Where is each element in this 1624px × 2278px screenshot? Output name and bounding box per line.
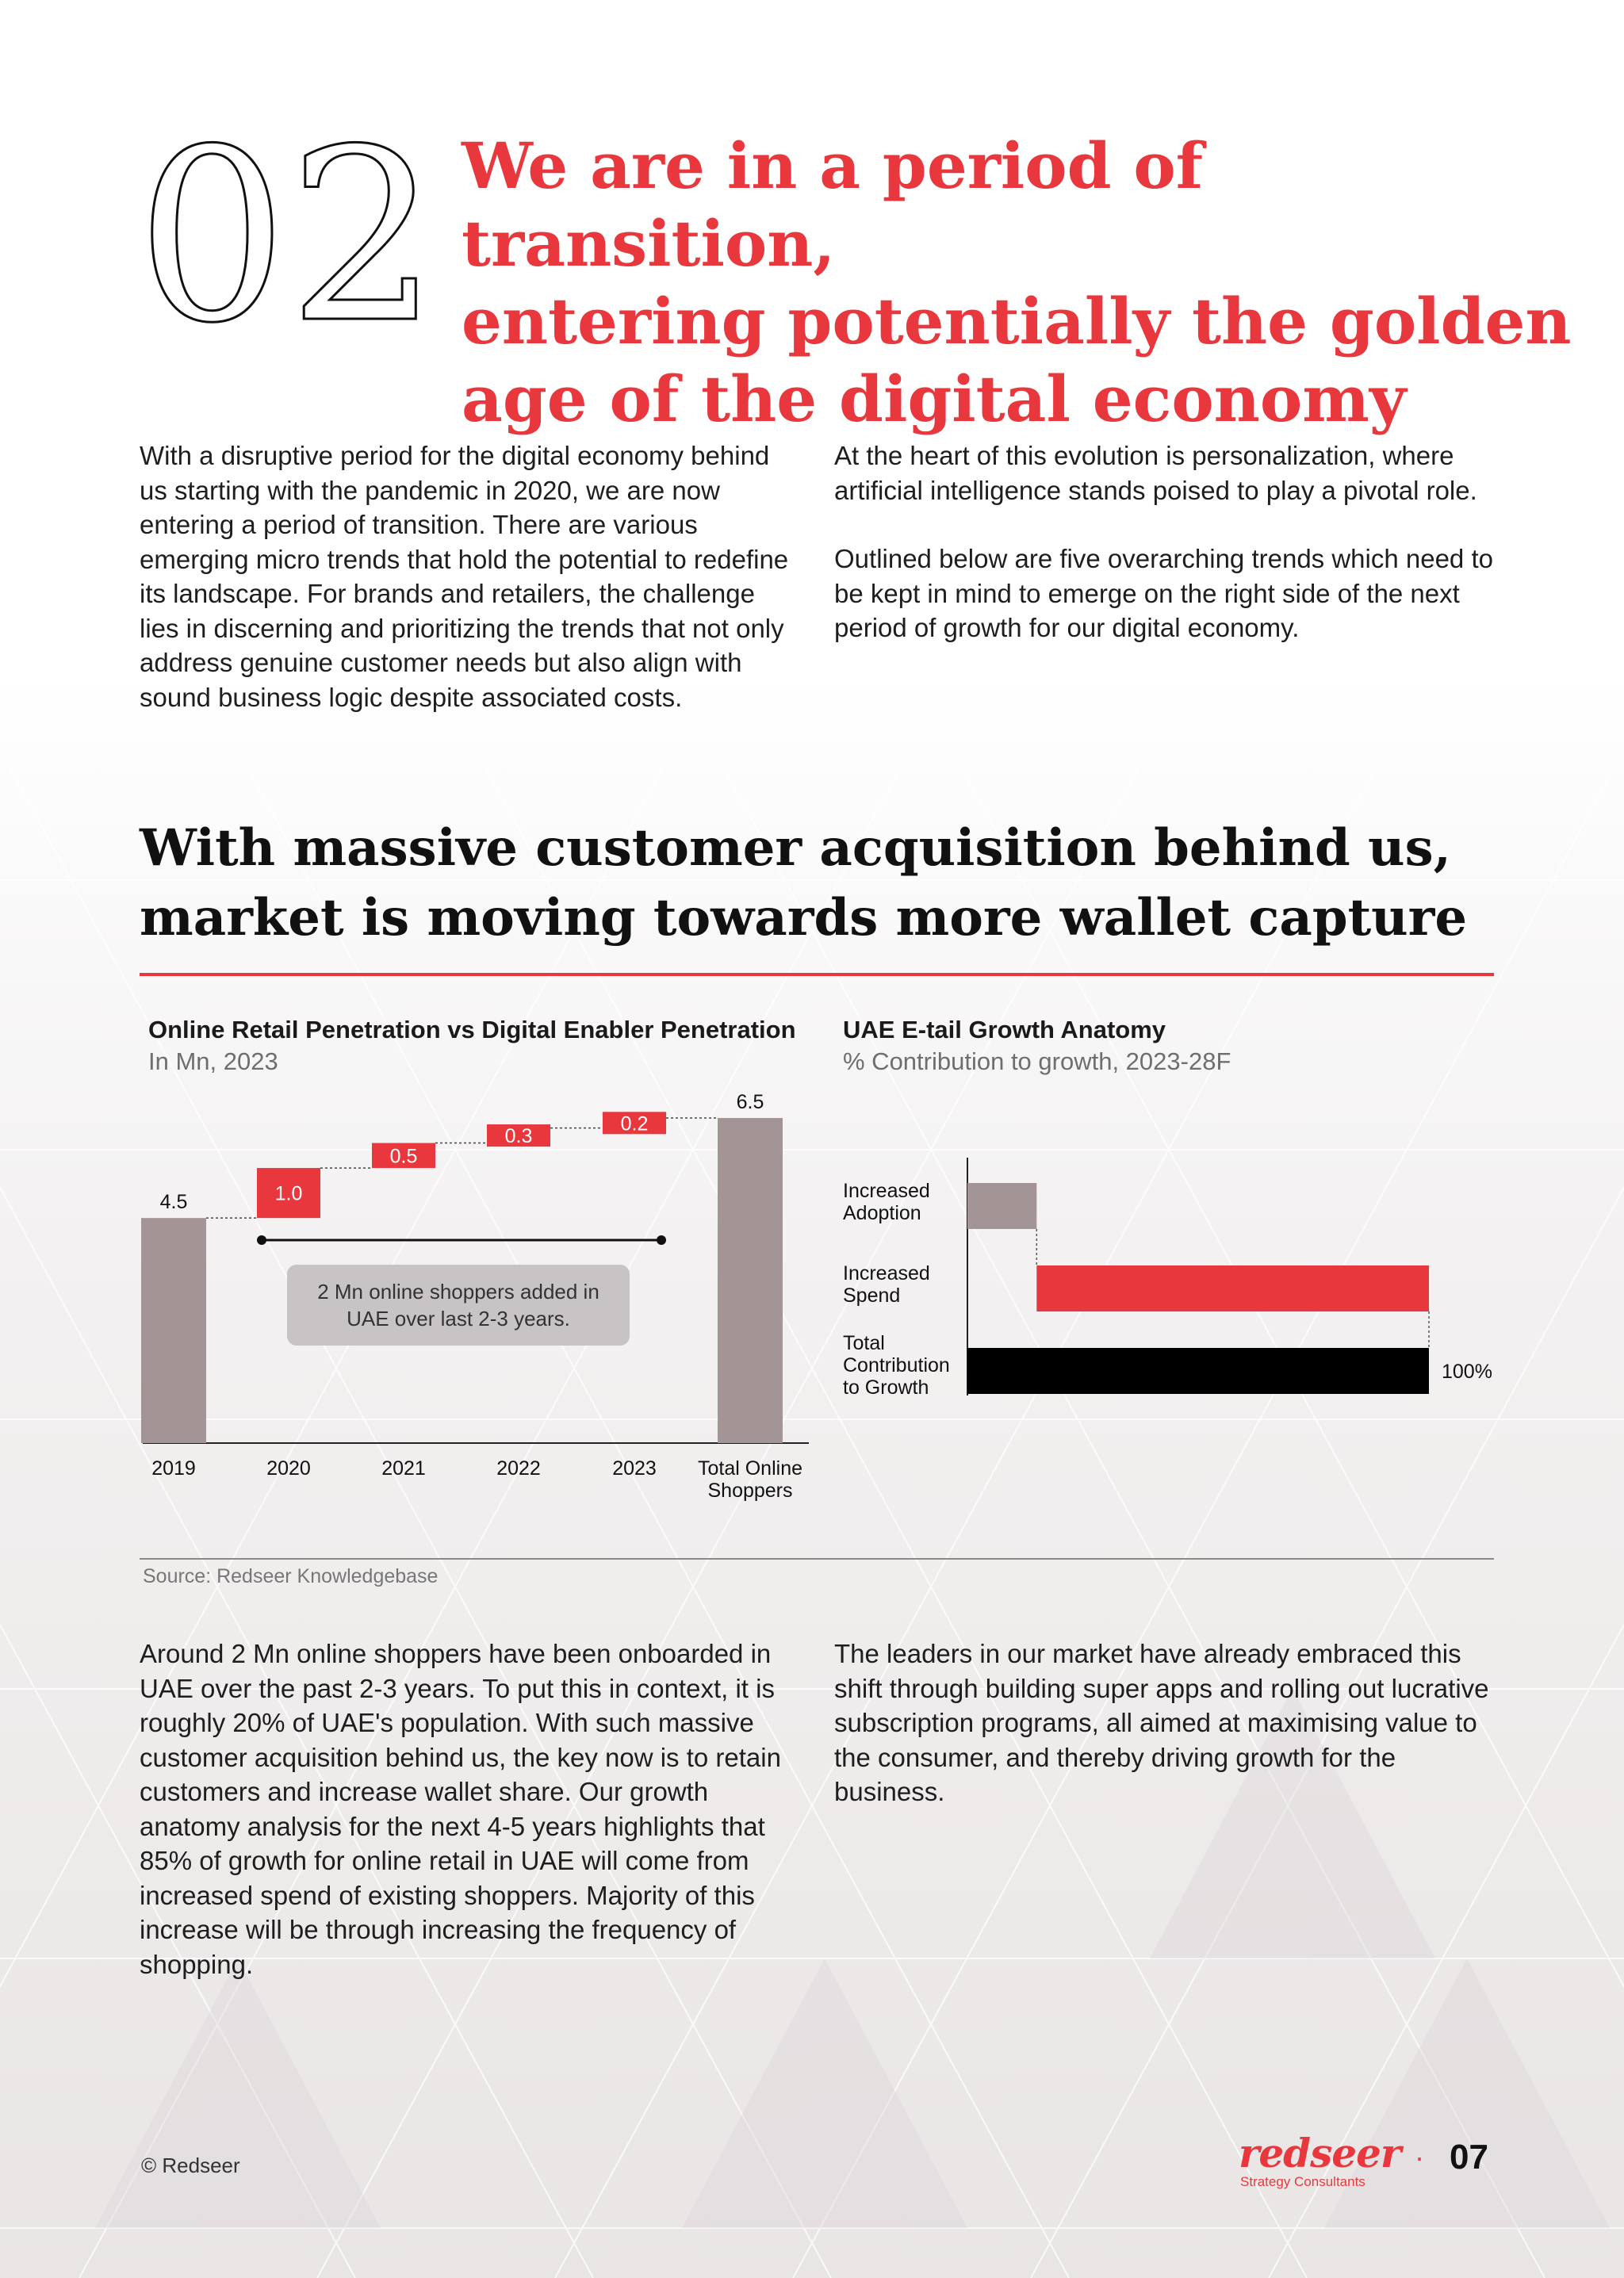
intro-right-paragraph-2: Outlined below are five overarching trends which need to be kept in mind to emerge on the right side of the next period of growth for our digital economy. xyxy=(834,544,1493,642)
bracket-end-dot xyxy=(657,1235,666,1245)
annotation-callout: 2 Mn online shoppers added in UAE over last 2-3 years. xyxy=(287,1265,630,1346)
outro-right-column xyxy=(834,1637,1500,1809)
intro-left-paragraph: With a disruptive period for the digital economy behind us starting with the pandemic in 2020, we are now entering a period of transition. There are various emerging micro trends that hold the potential to redefine its landscape. For brands and retailers, the challenge lies in discerning and prioritizing the trends that not only address genuine customer needs but also align with sound business logic despite associated costs. xyxy=(140,441,789,712)
logo-tagline: Strategy Consultants xyxy=(1240,2174,1365,2189)
bar-total-contribution-to-growth xyxy=(967,1348,1429,1394)
section-title-line-1: With massive customer acquisition behind us, xyxy=(140,818,1451,878)
value-label: 1.0 xyxy=(274,1182,303,1205)
redseer-logo: redseer xyxy=(1239,2130,1401,2177)
category-label: Increased xyxy=(843,1262,930,1284)
headline-line-2: entering potentially the golden xyxy=(462,284,1572,358)
tick-label: Total Online xyxy=(697,1457,803,1480)
outro-right-paragraph: The leaders in our market have already embraced this shift through building super apps and rolling out lucrative subscription programs, all aimed at maximising value to the consumer, and thereby driving growth for the business. xyxy=(834,1639,1489,1806)
tick-label: 2019 xyxy=(151,1457,196,1480)
source-note: Source: Redseer Knowledgebase xyxy=(143,1565,439,1587)
intro-left-column xyxy=(140,438,798,714)
tick-label: 2022 xyxy=(496,1457,541,1480)
section-divider xyxy=(140,973,1494,976)
value-label: 100% xyxy=(1442,1361,1492,1383)
bar-increased-spend xyxy=(1036,1265,1429,1311)
tick-label: Shoppers xyxy=(707,1480,793,1502)
source-divider xyxy=(140,1558,1494,1560)
page-headline xyxy=(462,127,1572,438)
category-label: to Growth xyxy=(843,1376,929,1399)
bar-2019 xyxy=(141,1218,206,1443)
value-label: 6.5 xyxy=(736,1091,764,1113)
category-label: Adoption xyxy=(843,1202,921,1224)
bar-total-online-shoppers xyxy=(718,1118,783,1443)
section-title-line-2: market is moving towards more wallet capture xyxy=(140,888,1468,948)
headline-line-1: We are in a period of transition, xyxy=(462,128,1204,281)
section-number xyxy=(136,119,446,357)
tick-label: 2020 xyxy=(266,1457,311,1480)
intro-right-column xyxy=(834,438,1500,645)
bracket-start-dot xyxy=(257,1235,266,1245)
copyright: © Redseer xyxy=(141,2154,240,2177)
headline-line-3: age of the digital economy xyxy=(462,362,1407,436)
intro-right-paragraph-1: At the heart of this evolution is personalization, where artificial intelligence stands poised to play a pivotal role. xyxy=(834,441,1477,505)
page-number: 07 xyxy=(1450,2138,1488,2177)
chart2-subtitle: % Contribution to growth, 2023-28F xyxy=(843,1047,1231,1075)
chart2-title: UAE E-tail Growth Anatomy xyxy=(843,1016,1166,1043)
annotation-bracket xyxy=(257,1235,666,1245)
category-label: Increased xyxy=(843,1180,930,1202)
category-label: Total xyxy=(843,1332,885,1354)
category-label: Spend xyxy=(843,1284,901,1307)
tick-label: 2021 xyxy=(381,1457,426,1480)
value-label: 0.5 xyxy=(389,1145,418,1168)
footer-separator: · xyxy=(1415,2141,1424,2173)
value-label: 0.2 xyxy=(620,1112,649,1135)
section-title xyxy=(140,814,1488,953)
value-label: 4.5 xyxy=(159,1191,188,1214)
outro-left-paragraph: Around 2 Mn online shoppers have been onboarded in UAE over the past 2-3 years. To put this in context, it is roughly 20% of UAE's population. With such massive customer acquisition behind us, the key now is to retain customers and increase wallet share. Our growth anatomy analysis for the next 4-5 years highlights that 85% of growth for online retail in UAE will come from increased spend of existing shoppers. Majority of this increase will be through increasing the frequency of shopping. xyxy=(140,1639,781,1979)
outro-left-column xyxy=(140,1637,798,1981)
value-label: 0.3 xyxy=(504,1125,533,1148)
chart1-title: Online Retail Penetration vs Digital Enabler Penetration xyxy=(148,1016,796,1043)
growth-anatomy-chart xyxy=(833,1158,1507,1427)
chart1-subtitle: In Mn, 2023 xyxy=(148,1047,278,1075)
bar-increased-adoption xyxy=(967,1183,1036,1229)
tick-label: 2023 xyxy=(612,1457,657,1480)
section-number-text: 02 xyxy=(136,119,439,357)
category-label: Contribution xyxy=(843,1354,950,1376)
